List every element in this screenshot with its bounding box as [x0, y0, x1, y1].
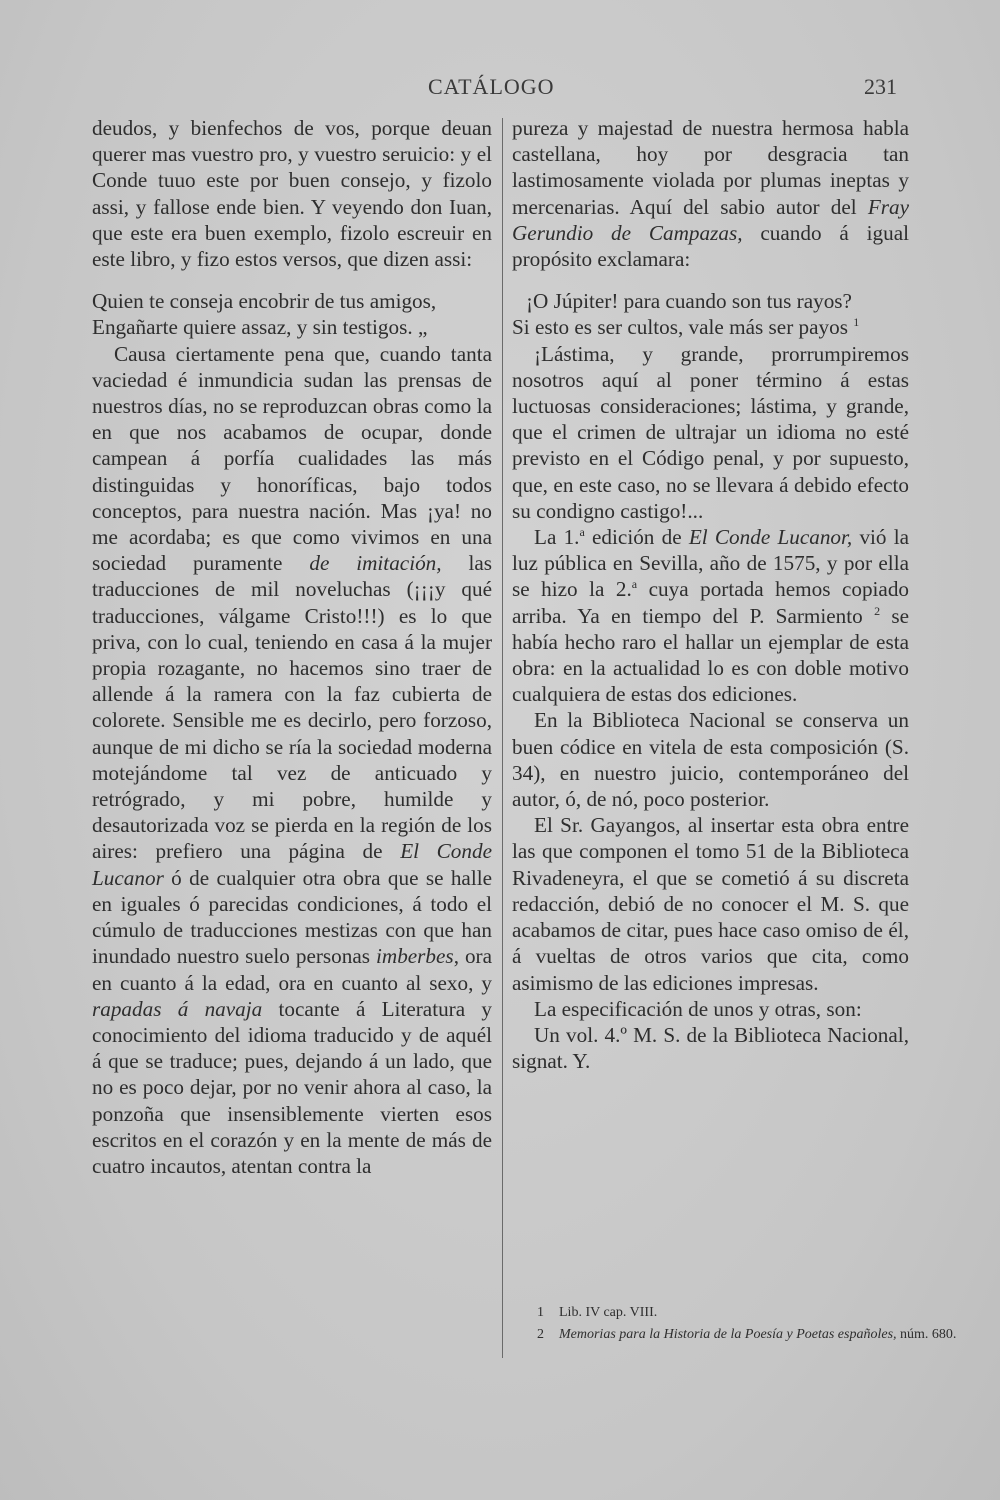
italic-run: imberbes — [376, 944, 454, 969]
running-title: CATÁLOGO — [428, 74, 555, 99]
text-run: se había hecho raro el hallar un ejemplar de esta obra: en la actualidad lo es con doble motivo cualquiera de estas dos ediciones. — [512, 603, 910, 707]
paragraph: deudos, y bienfechos de vos, porque deuan querer mas vuestro pro, y vuestro seruicio: y el Conde tuuo este por buen consejo, y fizolo assi, y fallose ende bien. Y veyendo don Iuan, que este era buen exemplo, fizolo escreuir en este libro, y fizo estos versos, que dizen assi: — [92, 116, 492, 272]
footnote-ref: 1 — [853, 315, 860, 330]
text-run: La 1. — [534, 525, 580, 550]
footnote-text: Lib. IV cap. VIII. — [559, 1305, 658, 1320]
footnote — [537, 1302, 917, 1324]
page-header — [0, 74, 1000, 104]
text-run: pureza y majestad de nuestra hermosa habla castellana, hoy por desgracia tan lastimosamente violada por plumas ineptas y mercenarias. Aquí del sabio autor del — [512, 116, 909, 219]
text-run: las traducciones de mil noveluchas (¡¡¡y qué traducciones, válgame Cristo!!!) es lo que priva, con lo cual, teniendo en casa á la mujer propia rozagante, no hacemos sino traer de allende á la ramera con la faz cubierta de colorete. Sensible me es decirlo, pero forzoso, aunque de mi dicho se ría la sociedad moderna motejándome tal vez de anticuado y retrógrado, y mi pobre, humilde y desautorizada voz se pierda en la región de los aires: prefiero una página de — [92, 551, 493, 864]
italic-run: de imitación, — [309, 551, 442, 576]
italic-run: rapadas á navaja — [92, 996, 263, 1021]
footnote — [537, 1324, 957, 1346]
footnote-ref: 2 — [874, 603, 881, 618]
text-run: edición de — [592, 525, 682, 550]
footnote-number: 2 — [537, 1327, 544, 1342]
paragraph: Un vol. 4.º M. S. de la Biblioteca Nacional, signat. Y. — [512, 1022, 909, 1074]
paragraph: El Sr. Gayangos, al insertar esta obra entre las que componen el tomo 51 de la Biblioteca Rivadeneyra, el que se cometió á su discreta redacción, debió de no conocer el M. S. que acabamos de citar, pues hace caso omiso de él, á vueltas de otros varios que cita, como asimismo de las ediciones impresas. — [512, 813, 909, 995]
footnote-text: núm. 680. — [900, 1327, 957, 1342]
text-run: , ora en cuanto á la edad, ora en cuanto al sexo, y — [92, 944, 493, 995]
text-run: Causa ciertamente pena que, cuando tanta vaciedad é inmundicia sudan las prensas de nuestros días, no se reproduzcan obras como la en que nos acabamos de ocupar, donde campean á porfía cualidades las más distinguidas y honoríficas, bajo todos conceptos, para nuestra nación. Mas ¡ya! no me acordaba; es que como vivimos en una sociedad puramente — [92, 341, 492, 576]
text-run: cuya portada hemos copiado arriba. Ya en tiempo del P. Sarmiento — [512, 577, 910, 628]
verse-line: Engañarte quiere assaz, y sin testigos. „ — [92, 315, 428, 340]
text-run: cuando á igual propósito exclamara: — [512, 220, 910, 272]
verse-line: Quien te conseja encobrir de tus amigos, — [92, 289, 437, 314]
ordinal-sup: a — [579, 524, 585, 539]
italic-run: El Conde Lucanor — [92, 839, 492, 890]
paragraph: La especificación de unos y otras, son: — [534, 996, 862, 1021]
verse-line: ¡O Júpiter! para cuando son tus rayos? — [526, 289, 852, 314]
paragraph — [512, 524, 909, 707]
italic-run: El Conde Lucanor, — [688, 525, 853, 550]
ordinal-sup: a — [631, 577, 638, 592]
text-run: Si esto es ser cultos, vale más ser payos — [512, 315, 848, 340]
paragraph: En la Biblioteca Nacional se conserva un buen códice en vitela de esta composición (S. 34), en nuestro juicio, contemporáneo del autor, ó, de nó, poco posterior. — [512, 708, 909, 812]
footnotes — [537, 1302, 957, 1346]
right-column — [512, 115, 909, 1074]
paragraph — [512, 115, 909, 272]
text-run: tocante á Literatura y conocimiento del idioma traducido y de aquél á que se traduce; pues, dejando á un lado, que no es poco dejar, por no venir ahora al caso, la ponzoña que insensiblemente vierten esos escritos en el corazón y en la mente de más de cuatro incautos, atentan contra la — [92, 996, 492, 1178]
text-run: ó de cualquier otra obra que se halle en iguales ó parecidas condiciones, á todo el cúmulo de traducciones mestizas con que han inundado nuestro suelo personas — [92, 865, 493, 969]
text-run: vió la luz pública en Sevilla, año de 1575, y por ella se hizo la 2. — [512, 525, 910, 602]
paragraph: ¡Lástima, y grande, prorrumpiremos nosotros aquí al poner término á estas luctuosas consideraciones; lástima, y grande, que el crimen de ultrajar un idioma no esté previsto en el Código penal, y por supuesto, que, en este caso, no se llevara á debido efecto su condigno castigo!... — [512, 341, 909, 523]
column-divider — [502, 118, 503, 1358]
page-number: 231 — [864, 74, 897, 99]
italic-run: Fray Gerundio de Campazas, — [512, 194, 909, 245]
left-column — [92, 115, 492, 1179]
paragraph — [92, 341, 492, 1180]
footnote-text: Memorias para la Historia de la Poesía y Poetas españoles, — [559, 1327, 897, 1342]
footnote-number: 1 — [537, 1305, 544, 1320]
verse-line — [512, 314, 909, 340]
